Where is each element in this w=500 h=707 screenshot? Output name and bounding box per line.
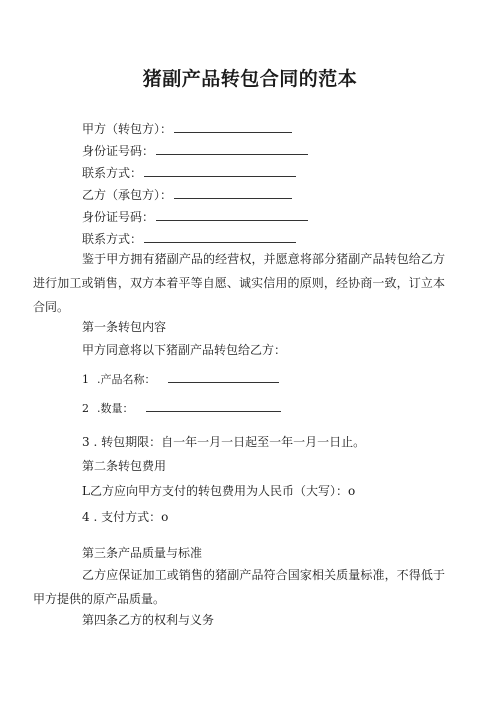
party-a-id-row — [82, 143, 308, 158]
item-2-label: .数量： — [97, 402, 134, 415]
party-a-id-blank — [156, 143, 308, 155]
article-1-heading: 第一条转包内容 — [82, 320, 167, 334]
article-1-item-2 — [82, 400, 281, 416]
party-b-id-blank — [156, 209, 308, 221]
party-a-contact-label: 联系方式： — [82, 166, 143, 180]
article-3-heading: 第三条产品质量与标准 — [82, 546, 203, 560]
item-2-blank — [146, 400, 281, 412]
party-a-contact-row — [82, 165, 296, 180]
party-b-contact-label: 联系方式： — [82, 232, 143, 246]
party-a-label: 甲方（转包方）： — [82, 122, 173, 136]
party-a-id-label: 身份证号码： — [82, 144, 155, 158]
intro-paragraph: 鉴于甲方拥有猪副产品的经营权，并愿意将部分猪副产品转包给乙方进行加工或销售，双方本着平等自愿、诚实信用的原则，经协商一致，订立本合同。 — [33, 252, 445, 314]
item-2-number: 2 — [82, 402, 89, 415]
item-1-blank — [168, 371, 279, 383]
party-a-contact-blank — [144, 165, 296, 177]
article-2-item-1: L乙方应向甲方支付的转包费用为人民币（大写）：o — [82, 484, 356, 498]
article-1-item-3: 3 . 转包期限：自一年一月一日起至一年一月一日止。 — [82, 435, 366, 449]
article-3-text: 乙方应保证加工或销售的猪副产品符合国家相关质量标准，不得低于甲方提供的原产品质量。 — [33, 568, 445, 606]
party-b-row — [82, 187, 292, 202]
article-1-text: 甲方同意将以下猪副产品转包给乙方： — [82, 343, 287, 357]
document-title: 猪副产品转包合同的范本 — [142, 68, 358, 90]
item-1-label: .产品名称： — [97, 373, 156, 386]
article-4-heading: 第四条乙方的权利与义务 — [82, 613, 215, 627]
item-1-number: 1 — [82, 373, 89, 386]
party-b-blank — [174, 187, 292, 199]
party-a-blank — [174, 121, 292, 133]
article-1-item-1 — [82, 371, 279, 387]
party-b-label: 乙方（承包方）： — [82, 188, 173, 202]
party-b-id-label: 身份证号码： — [82, 210, 155, 224]
party-a-row — [82, 121, 292, 136]
party-b-contact-blank — [144, 231, 296, 243]
party-b-id-row — [82, 209, 308, 224]
article-2-item-4: 4 . 支付方式：o — [82, 510, 169, 524]
party-b-contact-row — [82, 231, 296, 246]
article-2-heading: 第二条转包费用 — [82, 459, 167, 473]
